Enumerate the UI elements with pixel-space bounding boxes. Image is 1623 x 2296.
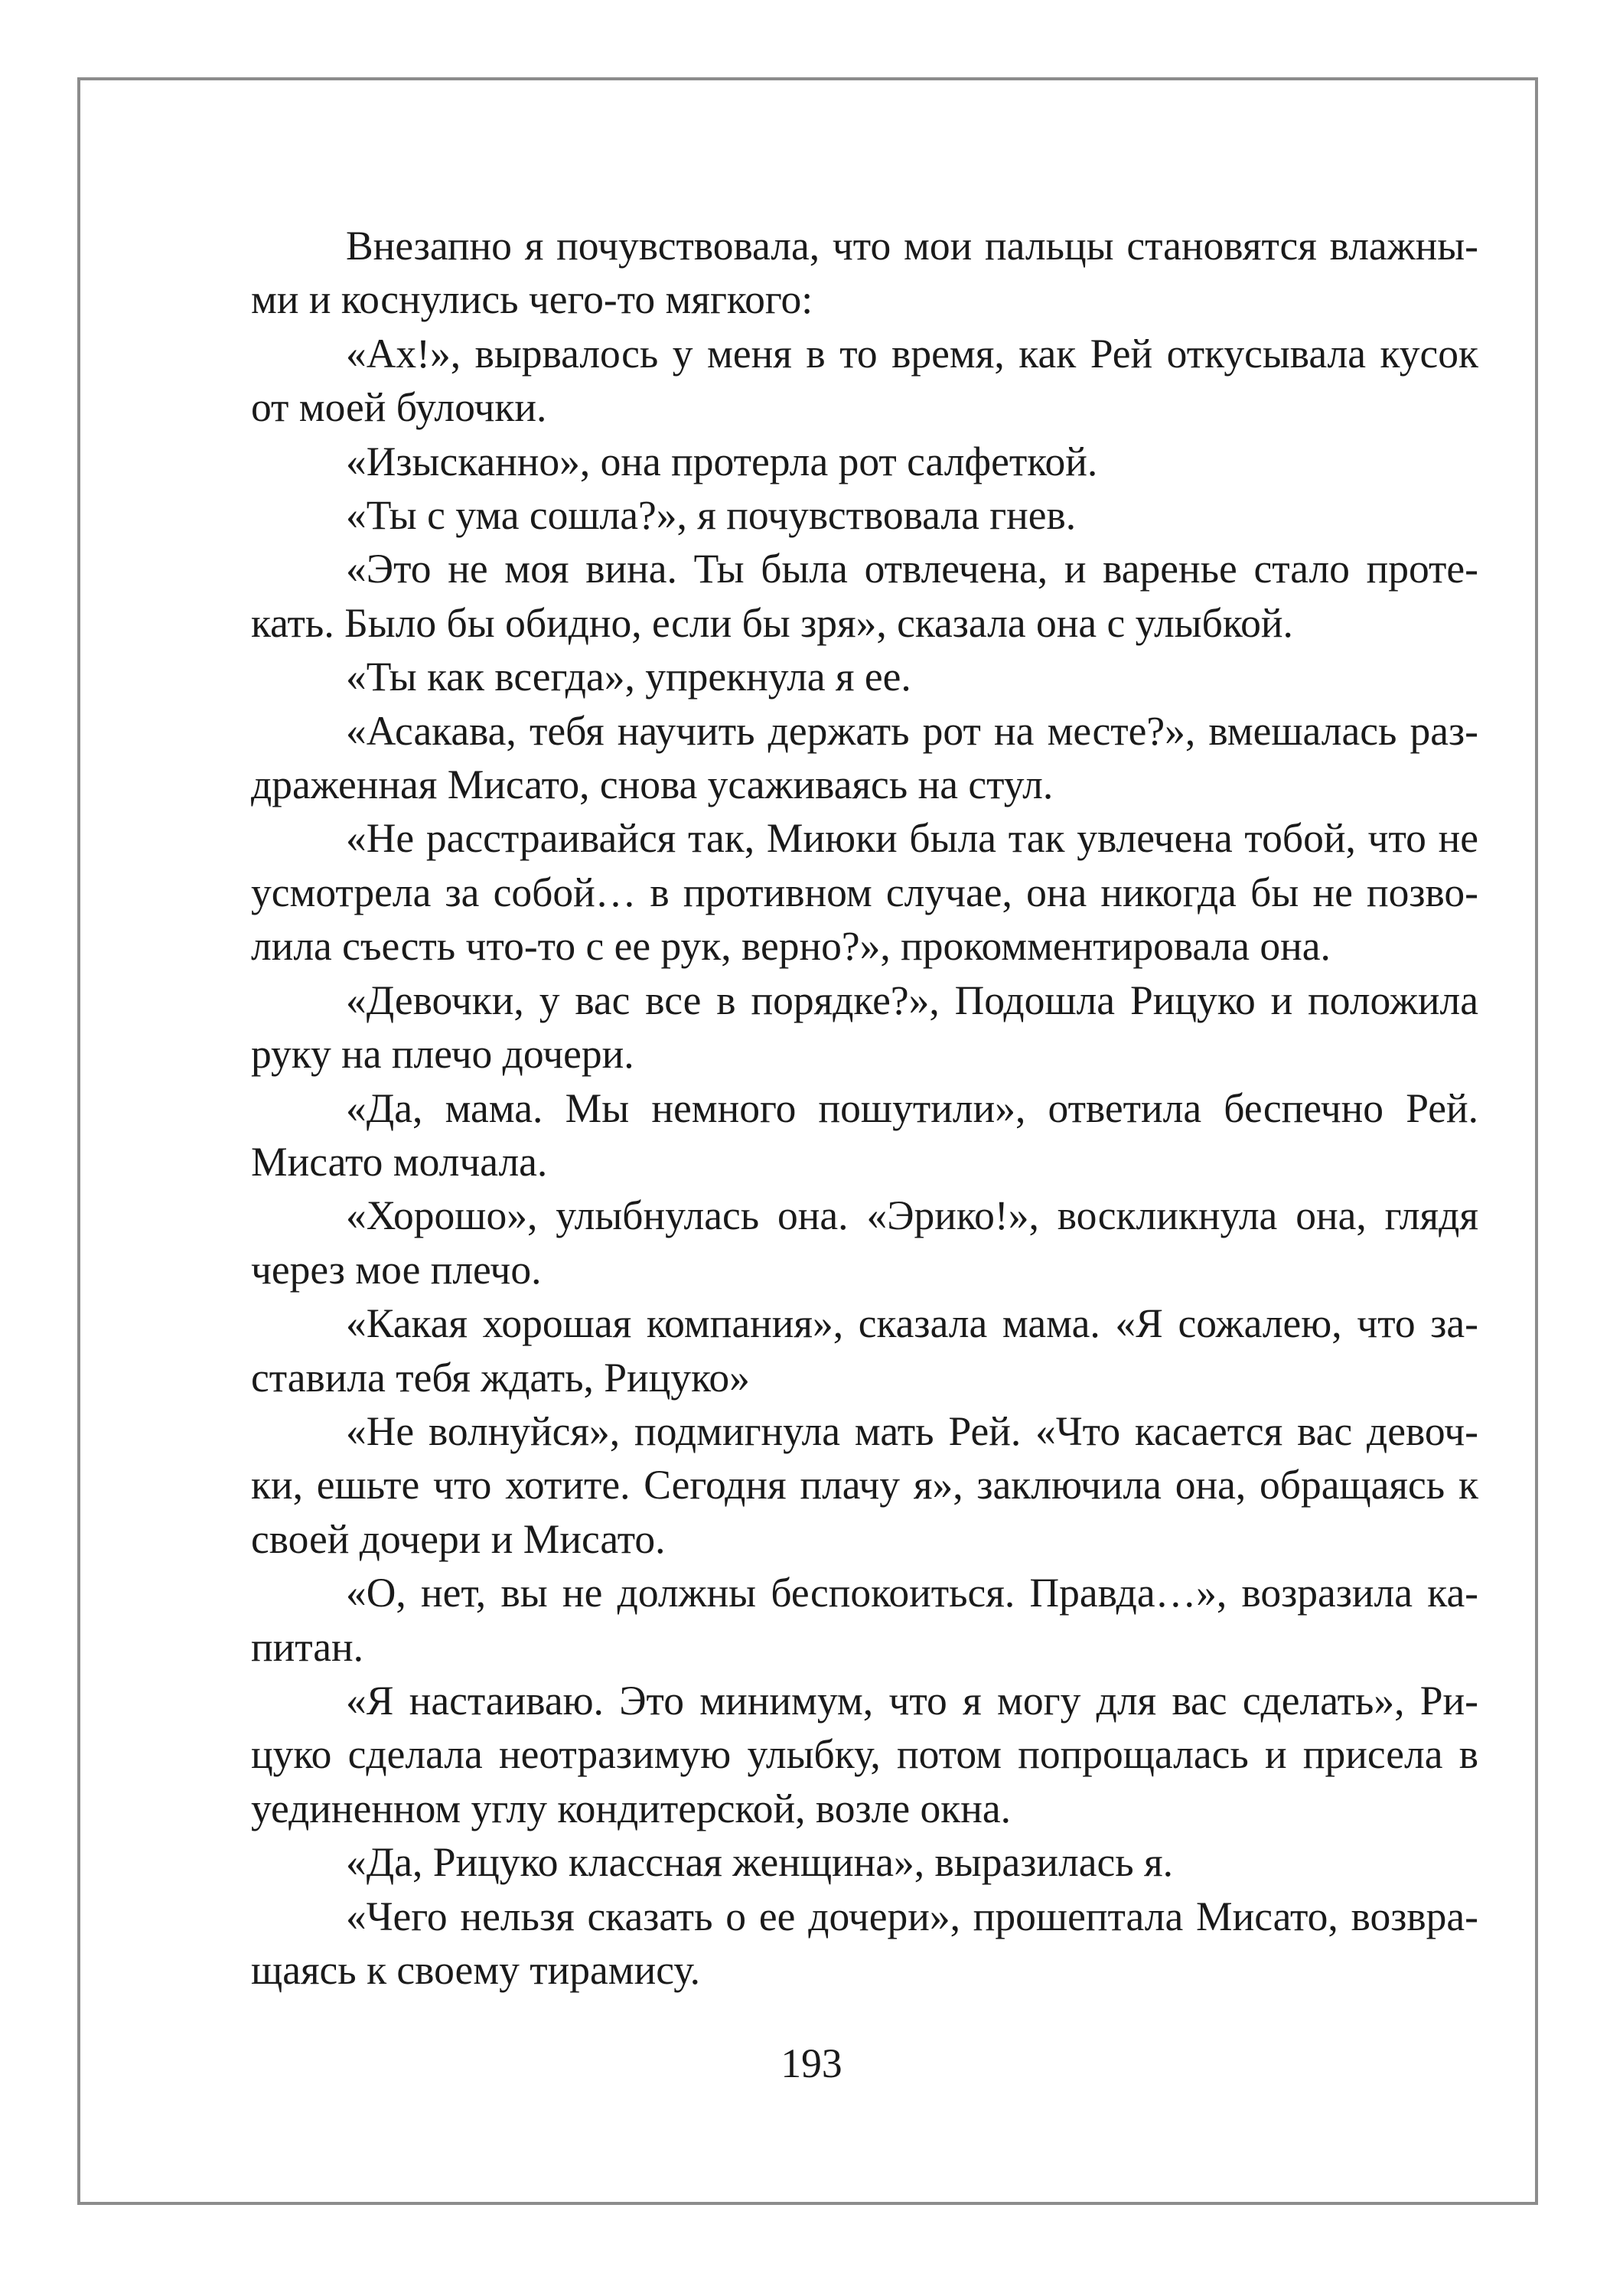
text-line: «Чего нельзя сказать о ее дочери», прошептала Мисато, возвра-	[346, 1893, 1478, 1939]
paragraph-9	[156, 974, 1478, 1081]
text-line: ки, ешьте что хотите. Сегодня плачу я», заключила она, обращаясь к	[251, 1462, 1478, 1508]
text-line: через мое плечо.	[251, 1246, 542, 1293]
text-line: «Да, мама. Мы немного пошутили», ответила беспечно Рей.	[346, 1084, 1478, 1131]
text-line: уединенном углу кондитерской, возле окна.	[251, 1785, 1011, 1831]
paragraph-4	[156, 488, 1478, 542]
paragraph-3	[156, 435, 1478, 488]
text-line: руку на плечо дочери.	[251, 1031, 634, 1078]
page-number: 193	[781, 2040, 842, 2086]
text-line: от моей булочки.	[251, 384, 547, 431]
page-body	[156, 219, 1478, 1997]
text-line: «Не волнуйся», подмигнула мать Рей. «Что касается вас девоч-	[346, 1407, 1478, 1454]
paragraph-8	[156, 811, 1478, 973]
paragraph-16	[156, 1835, 1478, 1889]
paragraph-7	[156, 704, 1478, 812]
paragraph-14	[156, 1566, 1478, 1674]
text-line: питан.	[251, 1623, 364, 1670]
paragraph-2	[156, 327, 1478, 435]
text-line: Мисато молчала.	[251, 1138, 548, 1185]
text-line: кать. Было бы обидно, если бы зря», сказала она с улыбкой.	[251, 599, 1293, 646]
text-line: «Не расстраивайся так, Миюки была так увлечена тобой, что не	[346, 815, 1478, 862]
text-line: «Какая хорошая компания», сказала мама. «Я сожалею, что за-	[346, 1300, 1478, 1347]
text-line: «Хорошо», улыбнулась она. «Эрико!», воскликнула она, глядя	[346, 1192, 1478, 1239]
text-line: «Ты с ума сошла?», я почувствовала гнев.	[346, 492, 1077, 539]
text-line: «Девочки, у вас все в порядке?», Подошла Рицуко и положила	[346, 977, 1478, 1023]
paragraph-11	[156, 1189, 1478, 1296]
paragraph-5	[156, 542, 1478, 650]
paragraph-6	[156, 650, 1478, 703]
paragraph-10	[156, 1081, 1478, 1189]
text-line: «Я настаиваю. Это минимум, что я могу для вас сделать», Ри-	[346, 1677, 1478, 1724]
text-line: «Это не моя вина. Ты была отвлечена, и варенье стало проте-	[346, 546, 1478, 592]
paragraph-15	[156, 1674, 1478, 1835]
paragraph-13	[156, 1404, 1478, 1566]
text-line: лила съесть что-то с ее рук, верно?», прокомментировала она.	[251, 923, 1331, 970]
text-line: усмотрела за собой… в противном случае, она никогда бы не позво-	[251, 869, 1478, 915]
text-line: «Ты как всегда», упрекнула я ее.	[346, 654, 911, 700]
text-line: «Изысканно», она протерла рот салфеткой.	[346, 438, 1098, 484]
text-line: ми и коснулись чего-то мягкого:	[251, 276, 813, 323]
paragraph-12	[156, 1296, 1478, 1404]
text-line: «Асакава, тебя научить держать рот на месте?», вмешалась раз-	[346, 707, 1478, 754]
text-line: своей дочери и Мисато.	[251, 1515, 666, 1562]
text-line: Внезапно я почувствовала, что мои пальцы становятся влажны-	[346, 223, 1478, 269]
text-line: «Ах!», вырвалось у меня в то время, как Рей откусывала кусок	[346, 330, 1478, 377]
text-line: драженная Мисато, снова усаживаясь на стул.	[251, 762, 1054, 808]
text-line: цуко сделала неотразимую улыбку, потом попрощалась и присела в	[251, 1731, 1478, 1778]
paragraph-17	[156, 1890, 1478, 1998]
paragraph-1	[156, 219, 1478, 327]
text-line: щаясь к своему тирамису.	[251, 1947, 701, 1993]
text-line: ставила тебя ждать, Рицуко»	[251, 1354, 750, 1401]
text-line: «Да, Рицуко классная женщина», выразилась я.	[346, 1839, 1173, 1886]
text-line: «О, нет, вы не должны беспокоиться. Правда…», возразила ка-	[346, 1570, 1478, 1616]
